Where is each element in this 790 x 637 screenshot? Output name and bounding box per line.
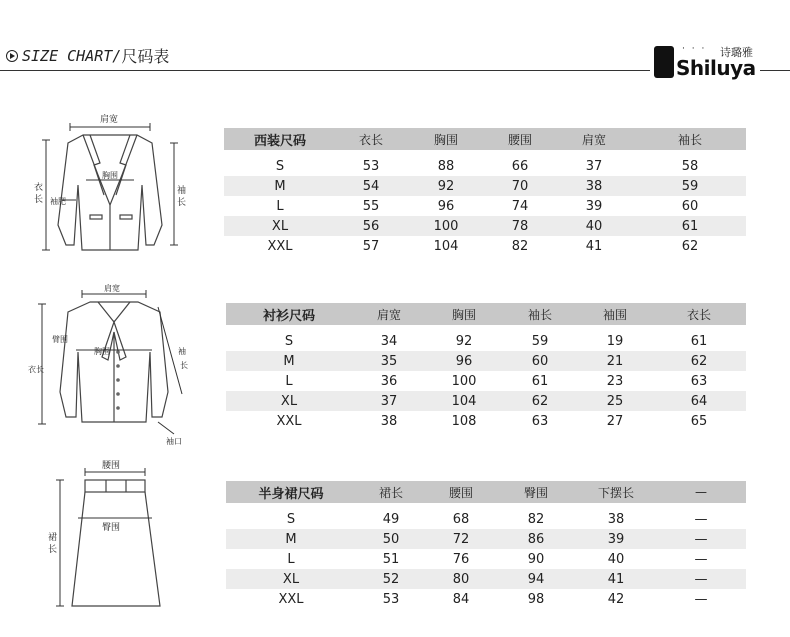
table-cell: 50 — [356, 529, 426, 549]
jacket-sleeve-label-b: 长 — [177, 198, 187, 208]
skirt-waist-label: 腰围 — [102, 461, 121, 471]
table-cell: 65 — [690, 413, 708, 429]
jacket-length-label-b: 长 — [34, 195, 44, 205]
jacket-chest-label: 胸围 — [102, 171, 118, 180]
header-cell: 腰围 — [426, 481, 496, 503]
jacket-cuff-label: 袖肥 — [50, 197, 66, 206]
table-row — [224, 236, 746, 256]
header-cell: — — [656, 481, 746, 503]
table-cell: 100 — [406, 216, 486, 236]
table-cell: 54 — [336, 176, 406, 196]
skirt-length-label-b: 长 — [48, 545, 58, 555]
table-cell: 86 — [496, 529, 576, 549]
table-cell: — — [694, 591, 708, 607]
table-cell: XXL — [278, 591, 304, 607]
header-cell: 半身裙尺码 — [226, 481, 356, 503]
table-cell: 60 — [502, 351, 578, 371]
table-cell: 96 — [426, 351, 502, 371]
header-cell: 袖长 — [502, 303, 578, 325]
logo-mark-icon — [654, 46, 674, 78]
table-row — [226, 569, 746, 589]
table-cell: 58 — [681, 158, 699, 174]
table-row — [224, 176, 746, 196]
table-cell: M — [226, 351, 352, 371]
header-cell: 衣长 — [336, 128, 406, 150]
page-title — [6, 44, 169, 67]
table-header-row — [226, 303, 746, 325]
header-cell: 衣长 — [652, 303, 746, 325]
table-cell: 39 — [576, 529, 656, 549]
table-cell: 104 — [433, 238, 459, 254]
table-cell: 25 — [578, 391, 652, 411]
table-row — [224, 216, 746, 236]
header-cell: 肩宽 — [352, 303, 426, 325]
table-cell: 37 — [352, 391, 426, 411]
table-row — [226, 391, 746, 411]
table-cell: 53 — [382, 591, 400, 607]
table-cell: 92 — [406, 176, 486, 196]
table-cell: 72 — [426, 529, 496, 549]
shirt-cuff-label: 袖口 — [166, 437, 182, 446]
table-cell: 49 — [382, 511, 400, 527]
table-row — [226, 529, 746, 549]
shirt-chest-label: 胸围 — [94, 347, 110, 356]
table-cell: 90 — [527, 551, 545, 567]
table-header-row — [226, 481, 746, 503]
logo-cn: 诗璐雅 — [720, 46, 753, 59]
shirt-sleeve-label-b: 长 — [180, 361, 188, 370]
table-cell: 51 — [382, 551, 400, 567]
header-cell: 肩宽 — [554, 128, 634, 150]
shirt-arm-label: 臂围 — [52, 335, 68, 344]
table-cell: — — [656, 529, 746, 549]
table-row — [224, 196, 746, 216]
table-row — [226, 549, 746, 569]
shirt-sleeve-label-a: 袖 — [178, 347, 186, 356]
header-cell: 西装尺码 — [224, 128, 336, 150]
table-cell: 74 — [511, 198, 529, 214]
table-cell: 62 — [502, 391, 578, 411]
header-cell: 腰围 — [486, 128, 554, 150]
table-cell: 92 — [455, 333, 473, 349]
table-cell: M — [224, 176, 336, 196]
table-cell: 61 — [634, 216, 746, 236]
table-cell: 27 — [606, 413, 624, 429]
table-cell: 94 — [496, 569, 576, 589]
table-cell: 104 — [426, 391, 502, 411]
jacket-length-label-a: 衣 — [34, 183, 44, 193]
play-circle-icon — [6, 50, 18, 62]
header-cell: 裙长 — [356, 481, 426, 503]
table-cell: 64 — [652, 391, 746, 411]
table-cell: 80 — [426, 569, 496, 589]
table-cell: L — [285, 373, 293, 389]
header-cell: 袖围 — [578, 303, 652, 325]
table-row — [226, 589, 746, 609]
table-cell: 66 — [511, 158, 529, 174]
table-cell: 100 — [451, 373, 477, 389]
table-cell: 55 — [362, 198, 380, 214]
title-en: SIZE CHART/ — [22, 46, 122, 65]
table-cell: 34 — [380, 333, 398, 349]
logo-dots: · · · — [682, 44, 707, 54]
table-cell: XL — [226, 569, 356, 589]
header-cell: 衬衫尺码 — [226, 303, 352, 325]
table-cell: 39 — [585, 198, 603, 214]
skirt-size-table — [226, 481, 746, 609]
table-cell: 41 — [585, 238, 603, 254]
shirt-shoulder-label: 肩宽 — [104, 284, 120, 293]
table-cell: — — [694, 551, 708, 567]
skirt-illustration — [40, 458, 180, 613]
table-cell: 60 — [681, 198, 699, 214]
table-cell: 36 — [380, 373, 398, 389]
shirt-size-table — [226, 303, 746, 431]
table-cell: 21 — [578, 351, 652, 371]
table-cell: 56 — [336, 216, 406, 236]
table-cell: 57 — [362, 238, 380, 254]
skirt-hip-label: 臀围 — [102, 523, 121, 533]
table-cell: 61 — [690, 333, 708, 349]
table-cell: S — [286, 511, 296, 527]
logo-brand: Shiluya — [676, 56, 756, 80]
table-cell: XL — [224, 216, 336, 236]
table-cell: 41 — [576, 569, 656, 589]
title-zh: 尺码表 — [121, 47, 170, 66]
table-cell: — — [656, 569, 746, 589]
table-cell: 82 — [511, 238, 529, 254]
shirt-length-label: 衣长 — [28, 365, 44, 374]
table-cell: 76 — [452, 551, 470, 567]
table-cell: 70 — [486, 176, 554, 196]
table-cell: 88 — [437, 158, 455, 174]
table-cell: 82 — [527, 511, 545, 527]
table-cell: XL — [226, 391, 352, 411]
table-cell: 38 — [607, 511, 625, 527]
table-cell: 38 — [554, 176, 634, 196]
jacket-shoulder-label: 肩宽 — [100, 115, 119, 125]
table-cell: S — [275, 158, 285, 174]
table-cell: 62 — [681, 238, 699, 254]
table-cell: 40 — [607, 551, 625, 567]
table-header-row — [224, 128, 746, 150]
table-cell: 96 — [437, 198, 455, 214]
jacket-size-table — [224, 128, 746, 256]
table-cell: M — [226, 529, 356, 549]
skirt-length-label-a: 裙 — [48, 533, 58, 543]
table-cell: 78 — [486, 216, 554, 236]
table-cell: 35 — [352, 351, 426, 371]
header-cell: 下摆长 — [576, 481, 656, 503]
header-cell: 袖长 — [634, 128, 746, 150]
jacket-sleeve-label-a: 袖 — [177, 186, 187, 196]
table-cell: 108 — [451, 413, 477, 429]
header-cell: 臀围 — [496, 481, 576, 503]
table-cell: 19 — [606, 333, 624, 349]
table-cell: L — [276, 198, 284, 214]
table-cell: 63 — [531, 413, 549, 429]
shirt-illustration — [28, 282, 198, 447]
table-cell: — — [694, 511, 708, 527]
header-divider-right — [760, 70, 790, 71]
table-cell: 98 — [527, 591, 545, 607]
header-cell: 胸围 — [406, 128, 486, 150]
table-row — [224, 156, 746, 176]
table-cell: XXL — [267, 238, 293, 254]
table-cell: 42 — [607, 591, 625, 607]
table-cell: 62 — [652, 351, 746, 371]
jacket-illustration — [28, 105, 188, 255]
table-cell: 37 — [585, 158, 603, 174]
table-cell: 59 — [634, 176, 746, 196]
table-cell: 23 — [606, 373, 624, 389]
table-cell: 84 — [452, 591, 470, 607]
table-cell: 53 — [362, 158, 380, 174]
table-cell: 59 — [531, 333, 549, 349]
table-row — [226, 411, 746, 431]
table-row — [226, 371, 746, 391]
table-cell: 63 — [690, 373, 708, 389]
header-divider — [0, 70, 650, 71]
brand-logo — [652, 42, 762, 86]
table-cell: 68 — [452, 511, 470, 527]
table-cell: XXL — [276, 413, 302, 429]
table-cell: 52 — [356, 569, 426, 589]
table-row — [226, 351, 746, 371]
table-row — [226, 331, 746, 351]
header-cell: 胸围 — [426, 303, 502, 325]
table-cell: S — [284, 333, 294, 349]
table-row — [226, 509, 746, 529]
table-cell: 38 — [380, 413, 398, 429]
table-cell: 61 — [531, 373, 549, 389]
table-cell: L — [287, 551, 295, 567]
table-cell: 40 — [554, 216, 634, 236]
